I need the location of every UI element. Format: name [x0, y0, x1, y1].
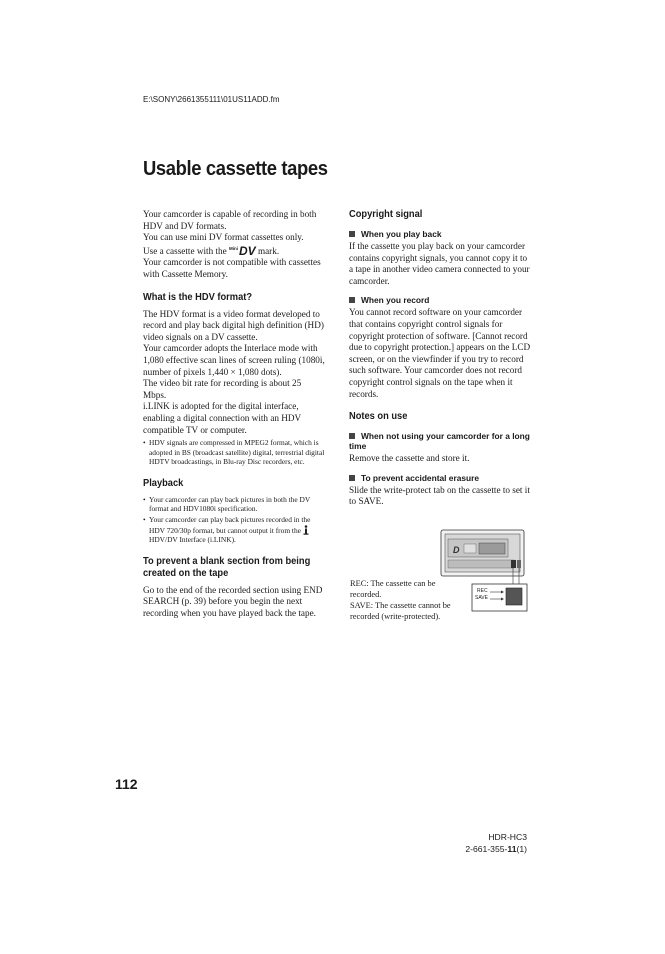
playback-heading: Playback: [143, 477, 184, 489]
square-bullet-icon: [349, 475, 355, 481]
play-back-subheading: [349, 229, 531, 239]
not-using-subheading: [349, 431, 531, 451]
page-title: Usable cassette tapes: [143, 158, 328, 180]
intro-paragraph-4: Your camcorder is not compatible with cassettes with Cassette Memory.: [143, 257, 321, 279]
playback-note-2-end: HDV/DV Interface (i.LINK).: [149, 535, 236, 545]
play-back-subheading-text: When you play back: [361, 229, 442, 239]
intro-paragraph-1: Your camcorder is capable of recording in both HDV and DV formats.: [143, 209, 317, 231]
document-code-suffix: (1): [516, 844, 527, 854]
page-number: 112: [115, 776, 138, 792]
hdv-note: • HDV signals are compressed in MPEG2 format, which is adopted in BS (broadcast satellite) digital, terrestrial digital HDTV broadcastings, in Blu-ray Disc recorders, etc.: [143, 438, 325, 467]
hdv-format-heading: What is the HDV format?: [143, 291, 253, 303]
intro-3-start: Use a cassette with the: [143, 245, 227, 256]
record-text: You cannot record software on your camcorder that contains copyright control signals for copyright protection of software. [Cannot record due to copyright protection.] appears on the LCD screen, or on the viewfinder if you try to record such software. Your camcorder does not record copyright control signals on the tape when it records.: [349, 307, 531, 399]
record-subheading-text: When you record: [361, 295, 430, 306]
not-using-subheading-text: When not using your camcorder for a long time: [349, 431, 530, 452]
ilink-icon: [303, 525, 309, 535]
fig-save-caption: SAVE: The cassette cannot be recorded (write-protected).: [350, 601, 451, 621]
playback-note-2-start: Your camcorder can play back pictures recorded in the HDV 720/30p format, but cannot output it from the: [149, 515, 311, 535]
mini-dv-logo-big: DV: [238, 243, 256, 258]
not-using-text: Remove the cassette and store it.: [349, 453, 470, 464]
play-back-text: If the cassette you play back on your camcorder contains copyright signals, you cannot copy it to a tape in another video camera connected to your camcorder.: [349, 241, 530, 286]
erasure-subheading: [349, 473, 531, 483]
mini-dv-logo: [229, 244, 256, 256]
document-code: [465, 844, 527, 854]
fig-label-rec: REC: [477, 588, 488, 594]
erasure-text: Slide the write-protect tab on the cassette to set it to SAVE.: [349, 484, 530, 507]
intro-paragraph-3: [143, 244, 325, 258]
fig-label-save: SAVE: [475, 595, 488, 601]
hdv-paragraph-1: The HDV format is a video format developed to record and play back digital high definition (HD) video signals on a DV cassette.: [143, 308, 324, 342]
square-bullet-icon: [349, 297, 355, 303]
playback-notes: [143, 495, 325, 545]
hdv-paragraph-3: The video bit rate for recording is about 25 Mbps.: [143, 378, 302, 400]
cassette-figure: [349, 529, 529, 629]
copyright-heading: Copyright signal: [349, 209, 423, 220]
square-bullet-icon: [349, 231, 355, 237]
square-bullet-icon: [349, 433, 355, 439]
document-code-bold: 11: [507, 844, 517, 854]
right-column: [349, 209, 531, 508]
hdv-paragraph-4: i.LINK is adopted for the digital interface, enabling a digital connection with an HDV compatible TV or computer.: [143, 401, 302, 435]
fig-rec-caption: REC: The cassette can be recorded.: [350, 579, 436, 599]
intro-paragraph-2: You can use mini DV format cassettes only.: [143, 232, 304, 243]
playback-note-2: [143, 515, 325, 545]
intro-3-end: mark.: [257, 245, 280, 256]
erasure-subheading-text: To prevent accidental erasure: [361, 472, 480, 483]
hdv-paragraph-2: Your camcorder adopts the Interlace mode with 1,080 effective scan lines of screen ruling (1080i, number of pixels 1,440 × 1,080 dots).: [143, 343, 325, 377]
document-code-prefix: 2-661-355-: [465, 844, 508, 854]
blank-section-text: Go to the end of the recorded section using END SEARCH (p. 39) before you begin the next recording when you have played back the tape.: [143, 584, 323, 619]
left-column: [143, 209, 325, 620]
record-subheading: [349, 295, 531, 305]
svg-text:D: D: [453, 545, 460, 555]
model-number: HDR-HC3: [488, 832, 527, 842]
notes-on-use-heading: Notes on use: [349, 411, 408, 423]
mini-dv-logo-small: Mini: [228, 245, 238, 251]
blank-section-heading: To prevent a blank section from being created on the tape: [143, 555, 311, 579]
playback-note-1: • Your camcorder can play back pictures in both the DV format and HDV1080i specification.: [143, 495, 325, 514]
hdv-notes: [143, 438, 325, 467]
file-path-header: E:\SONY\2661355111\01US11ADD.fm: [143, 95, 280, 104]
